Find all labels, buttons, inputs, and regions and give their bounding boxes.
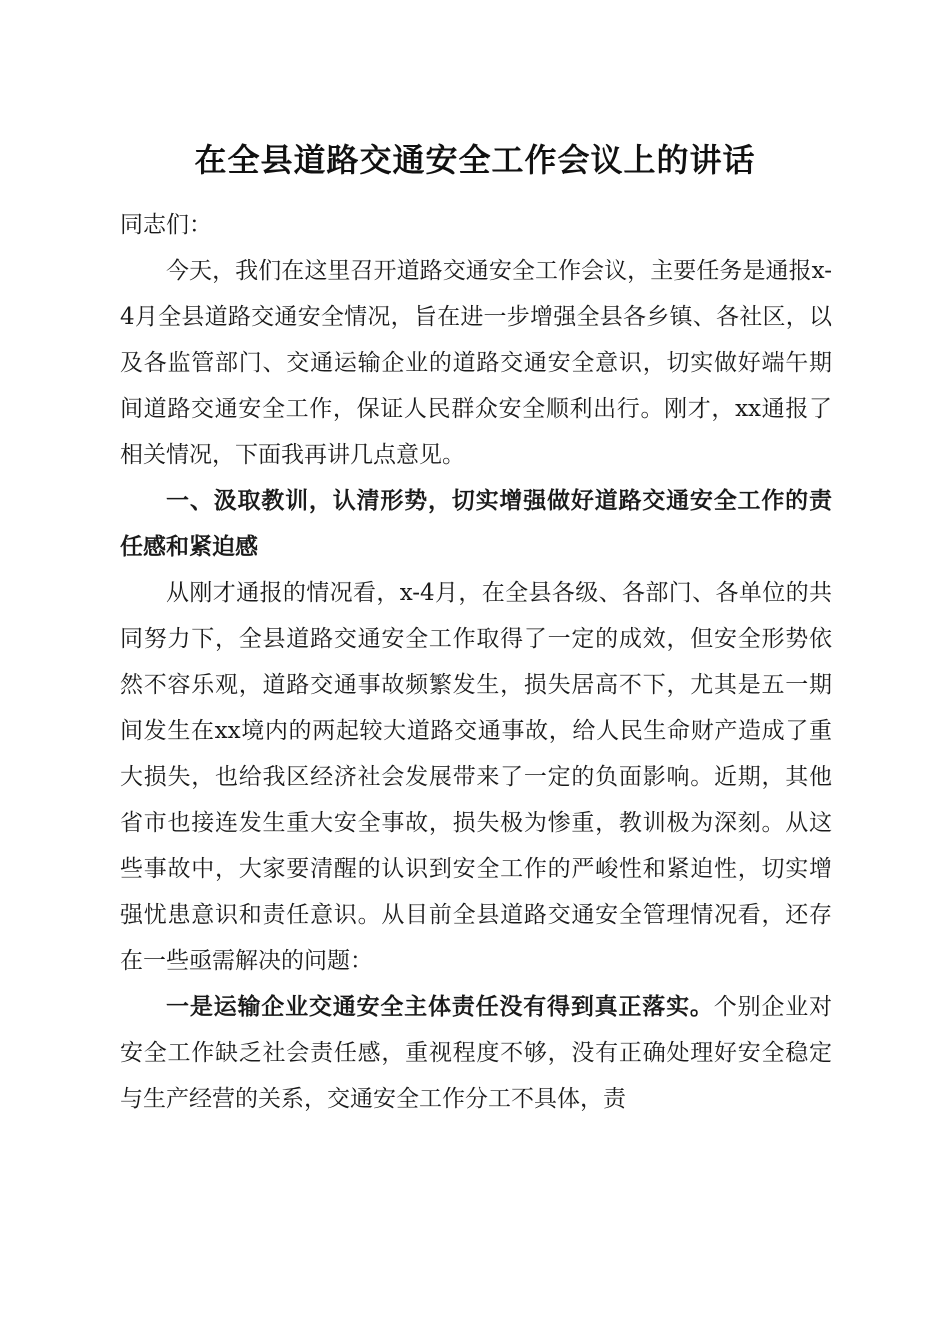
document-title: 在全县道路交通安全工作会议上的讲话 [194,141,756,179]
point-1-lead: 一是运输企业交通安全主体责任没有得到真正落实。 [166,993,714,1020]
section-heading-1: 一、汲取教训，认清形势，切实增强做好道路交通安全工作的责任感和紧迫感 [120,488,832,560]
salutation: 同志们： [120,212,212,238]
paragraph-intro: 今天，我们在这里召开道路交通安全工作会议，主要任务是通报x-4月全县道路交通安全情况，旨在进一步增强全县各乡镇、各社区，以及各监管部门、交通运输企业的道路交通安全意识，切实做好端午期间道路交通安全工作，保证人民群众安全顺利出行。刚才，xx通报了相关情况，下面我再讲几点意见。 [120,258,832,468]
document-body [120,202,832,1122]
paragraph-section-1: 从刚才通报的情况看，x-4月，在全县各级、各部门、各单位的共同努力下，全县道路交通安全工作取得了一定的成效，但安全形势依然不容乐观，道路交通事故频繁发生，损失居高不下，尤其是五一期间发生在xx境内的两起较大道路交通事故，给人民生命财产造成了重大损失，也给我区经济社会发展带来了一定的负面影响。近期，其他省市也接连发生重大安全事故，损失极为惨重，教训极为深刻。从这些事故中，大家要清醒的认识到安全工作的严峻性和紧迫性，切实增强忧患意识和责任意识。从目前全县道路交通安全管理情况看，还存在一些亟需解决的问题： [120,580,832,974]
point-1-body: 个别企业对安全工作缺乏社会责任感，重视程度不够，没有正确处理好安全稳定与生产经营的关系，交通安全工作分工不具体，责 [120,994,833,1112]
paragraph-point-1 [120,984,832,1122]
